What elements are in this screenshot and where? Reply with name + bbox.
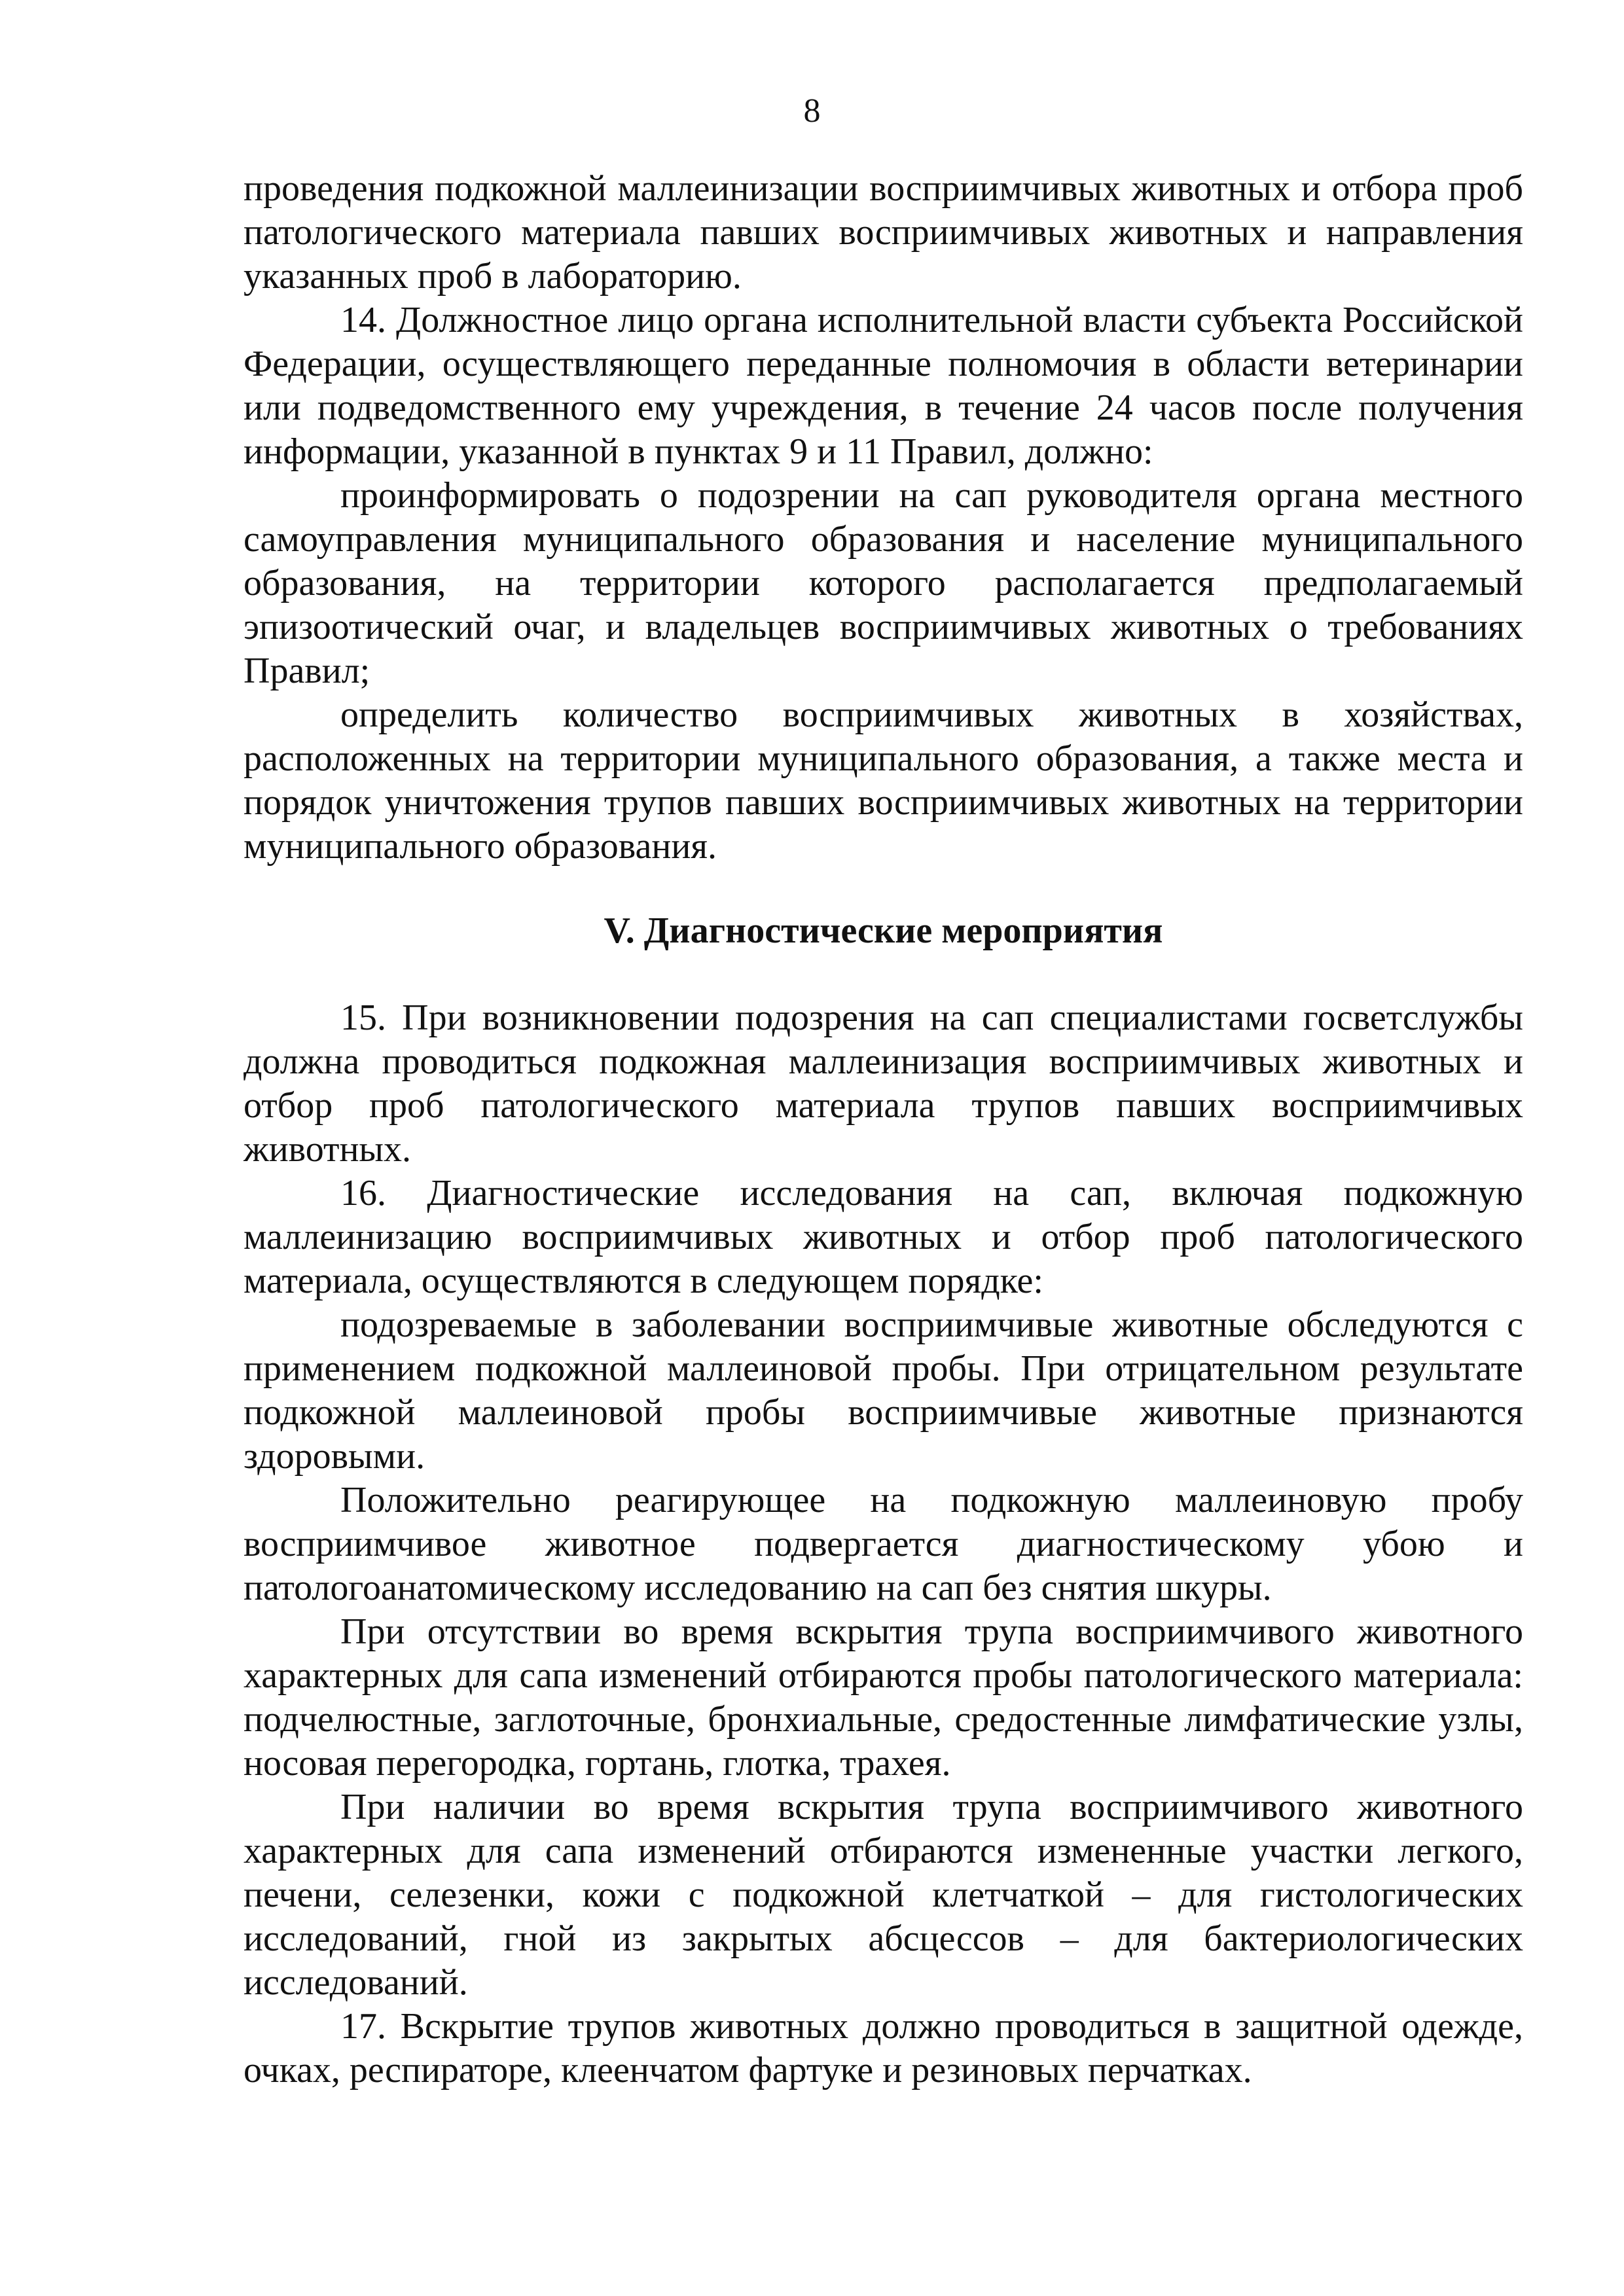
paragraph-inform: проинформировать о подозрении на сап руководителя органа местного самоуправления муниципального образования и население муниципального образования, на территории которого располагается предполагаемый эпизоотический очаг, и владельцев восприимчивых животных о требованиях Правил;: [244, 475, 1523, 691]
paragraph-determine: определить количество восприимчивых животных в хозяйствах, расположенных на территории муниципального образования, а также места и порядок уничтожения трупов павших восприимчивых животных на территории муниципального образования.: [244, 694, 1523, 867]
paragraph-absence-changes: При отсутствии во время вскрытия трупа восприимчивого животного характерных для сапа изменений отбираются пробы патологического материала: подчелюстные, заглоточные, бронхиальные, средостенные лимфатические узлы, носовая перегородка, гортань, глотка, трахея.: [244, 1611, 1523, 1784]
paragraph-positive-reaction: Положительно реагирующее на подкожную маллеиновую пробу восприимчивое животное подвергается диагностическому убою и патологоанатомическому исследованию на сап без снятия шкуры.: [244, 1480, 1523, 1608]
paragraph-suspected-animals: подозреваемые в заболевании восприимчивые животные обследуются с применением подкожной маллеиновой пробы. При отрицательном результате подкожной маллеиновой пробы восприимчивые животные признаются здоровыми.: [244, 1304, 1523, 1477]
paragraph-item-16: 16. Диагностические исследования на сап, включая подкожную маллеинизацию восприимчивых животных и отбор проб патологического материала, осуществляются в следующем порядке:: [244, 1173, 1523, 1301]
paragraph-continuation: проведения подкожной маллеинизации восприимчивых животных и отбора проб патологического материала павших восприимчивых животных и направления указанных проб в лабораторию.: [244, 168, 1523, 296]
paragraph-item-15: 15. При возникновении подозрения на сап специалистами госветслужбы должна проводиться подкожная маллеинизация восприимчивых животных и отбор проб патологического материала трупов павших восприимчивых животных.: [244, 997, 1523, 1170]
page-number: 8: [803, 92, 821, 130]
section-heading: V. Диагностические мероприятия: [604, 910, 1163, 951]
paragraph-item-17: 17. Вскрытие трупов животных должно проводиться в защитной одежде, очках, респираторе, клеенчатом фартуке и резиновых перчатках.: [244, 2006, 1523, 2090]
paragraph-presence-changes: При наличии во время вскрытия трупа восприимчивого животного характерных для сапа изменений отбираются измененные участки легкого, печени, селезенки, кожи с подкожной клетчаткой – для гистологических исследований, гной из закрытых абсцессов – для бактериологических исследований.: [244, 1787, 1523, 2003]
paragraph-item-14: 14. Должностное лицо органа исполнительной власти субъекта Российской Федерации, осуществляющего переданные полномочия в области ветеринарии или подведомственного ему учреждения, в течение 24 часов после получения информации, указанной в пунктах 9 и 11 Правил, должно:: [244, 300, 1523, 472]
document-body: [244, 167, 1523, 2092]
